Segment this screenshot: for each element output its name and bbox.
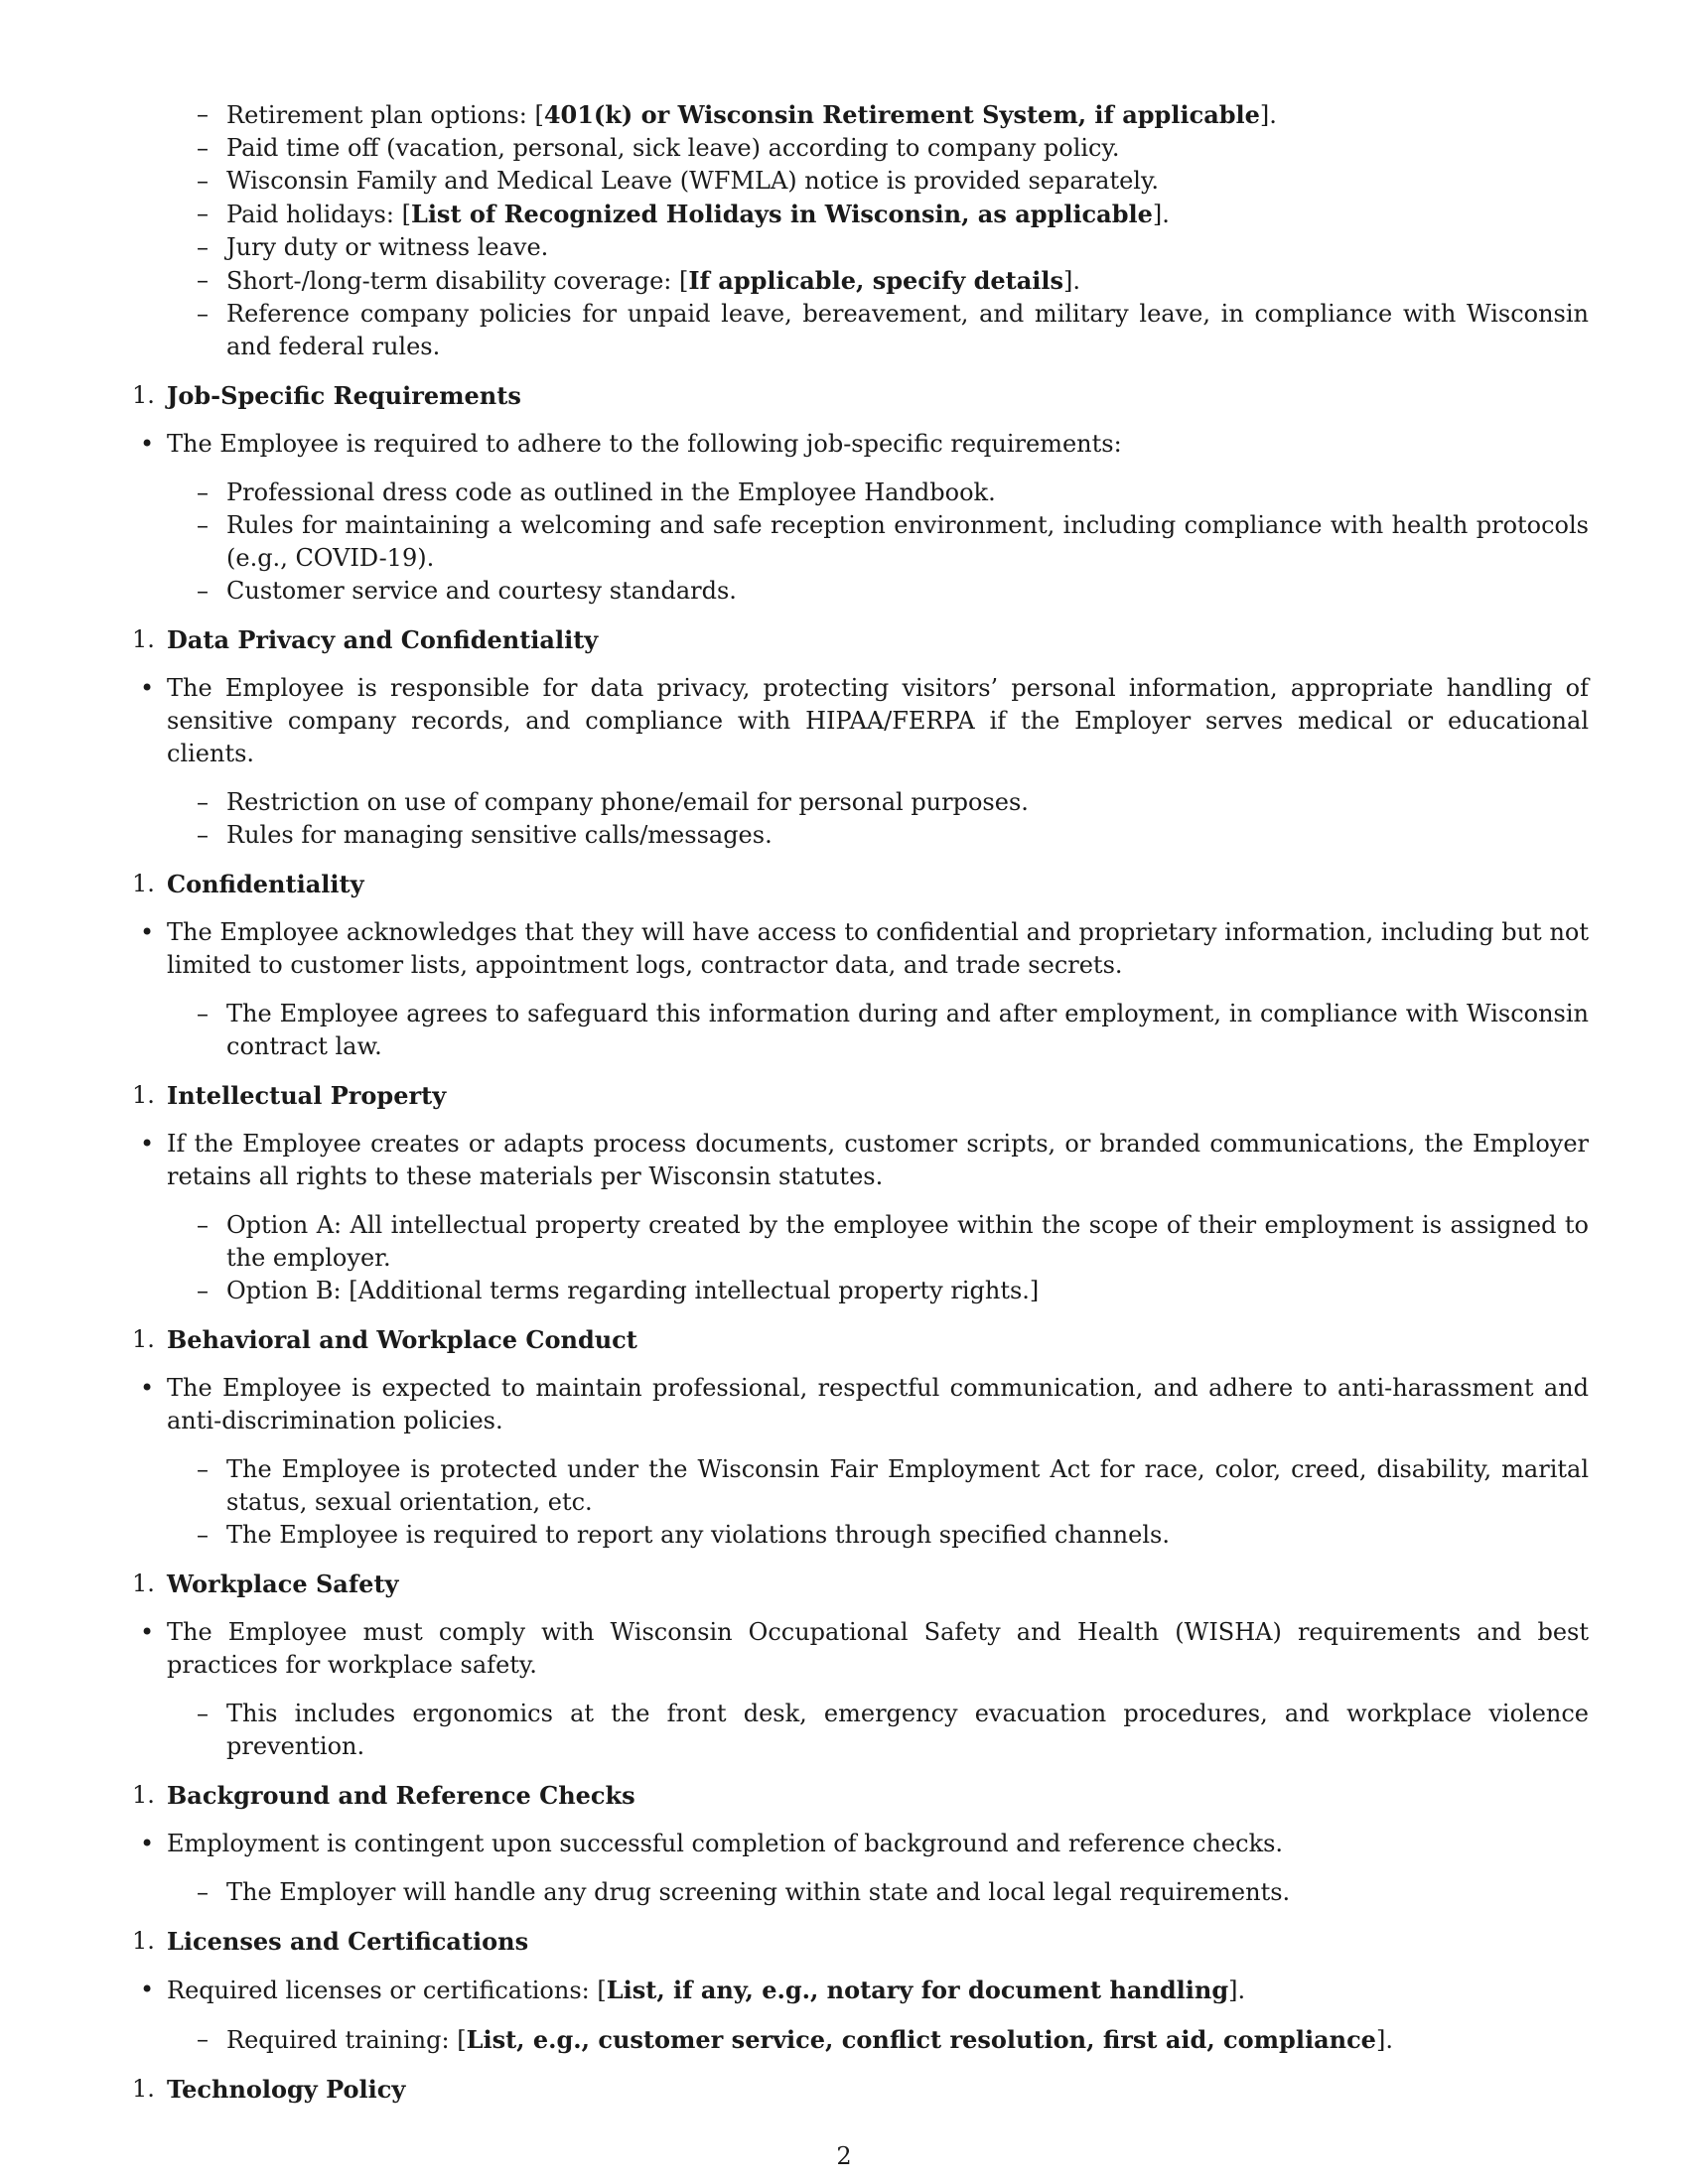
bullet-item — [167, 1616, 1589, 1682]
bold-placeholder: 401(k) or Wisconsin Retirement System, if applicable — [543, 100, 1260, 129]
list-item — [226, 98, 1589, 132]
list-item — [226, 998, 1589, 1063]
text-run: Short-/long-term disability coverage: [ — [226, 267, 689, 295]
list-item — [226, 165, 1589, 198]
section-number: 1. — [132, 870, 155, 897]
bullet-item — [167, 1372, 1589, 1437]
text-run: Wisconsin Family and Medical Leave (WFMLA) notice is provided separately. — [226, 167, 1159, 195]
sections-container — [129, 379, 1589, 2106]
list-item — [226, 1876, 1589, 1909]
text-run: The Employee is required to report any violations through specified channels. — [226, 1521, 1170, 1549]
contract-section — [129, 868, 1589, 1063]
section-title: Job-Specific Requirements — [167, 381, 521, 410]
contract-section — [129, 1568, 1589, 1763]
list-item — [226, 1275, 1589, 1307]
section-heading — [129, 2073, 1589, 2106]
text-run: Option A: All intellectual property created by the employee within the scope of their employment is assigned to the employer. — [226, 1211, 1589, 1272]
section-heading — [129, 1079, 1589, 1112]
contract-section — [129, 623, 1589, 852]
list-item — [226, 1209, 1589, 1275]
text-run: Required licenses or certifications: [ — [167, 1977, 607, 2004]
contract-section — [129, 379, 1589, 608]
text-run: The Employer will handle any drug screening within state and local legal requirements. — [226, 1878, 1291, 1906]
list-item — [226, 509, 1589, 575]
section-heading — [129, 623, 1589, 656]
dash-list — [129, 998, 1589, 1063]
text-run: Paid holidays: [ — [226, 201, 411, 228]
bullet-item — [167, 1828, 1589, 1860]
bullet-list — [129, 672, 1589, 770]
text-run: Retirement plan options: [ — [226, 101, 544, 129]
text-run: ]. — [1063, 267, 1081, 295]
list-item — [226, 264, 1589, 298]
text-run: Reference company policies for unpaid leave, bereavement, and military leave, in compliance with Wisconsin and federal rules. — [226, 300, 1589, 360]
list-item — [226, 231, 1589, 264]
section-heading — [129, 1323, 1589, 1356]
section-title: Intellectual Property — [167, 1081, 447, 1110]
text-run: Customer service and courtesy standards. — [226, 577, 737, 605]
document-body — [129, 98, 1589, 2121]
contract-section — [129, 1323, 1589, 1552]
text-run: Professional dress code as outlined in the Employee Handbook. — [226, 478, 996, 506]
list-item — [226, 298, 1589, 363]
text-run: Rules for maintaining a welcoming and safe reception environment, including compliance with health protocols (e.g., COVID-19). — [226, 511, 1589, 572]
list-item — [226, 132, 1589, 165]
text-run: Jury duty or witness leave. — [226, 233, 549, 261]
text-run: Rules for managing sensitive calls/messages. — [226, 821, 773, 849]
contract-section — [129, 1925, 1589, 2057]
text-run: Option B: [Additional terms regarding intellectual property rights.] — [226, 1277, 1040, 1304]
bullet-item — [167, 1128, 1589, 1193]
bullet-list — [129, 428, 1589, 461]
section-heading — [129, 1779, 1589, 1812]
section-number: 1. — [132, 1081, 155, 1109]
section-number: 1. — [132, 625, 155, 653]
section-heading — [129, 379, 1589, 412]
text-run: ]. — [1228, 1977, 1246, 2004]
text-run: The Employee must comply with Wisconsin Occupational Safety and Health (WISHA) requirements and best practices for workplace safety. — [167, 1618, 1589, 1679]
list-item — [226, 2023, 1589, 2057]
section-title: Data Privacy and Confidentiality — [167, 625, 599, 654]
page-number: 2 — [836, 2142, 852, 2170]
bold-placeholder: List, if any, e.g., notary for document handling — [606, 1976, 1229, 2004]
bullet-item — [167, 916, 1589, 982]
bullet-list — [129, 1828, 1589, 1860]
text-run: The Employee is responsible for data privacy, protecting visitors’ personal information, appropriate handling of sensitive company records, and compliance with HIPAA/FERPA if the Employer serves medical or educational clients. — [167, 674, 1589, 767]
section-number: 1. — [132, 1570, 155, 1597]
text-run: If the Employee creates or adapts process documents, customer scripts, or branded communications, the Employer retains all rights to these materials per Wisconsin statutes. — [167, 1130, 1589, 1190]
benefits-sublist — [129, 98, 1589, 363]
dash-list — [129, 1209, 1589, 1307]
section-heading — [129, 868, 1589, 900]
section-heading — [129, 1925, 1589, 1958]
dash-list — [129, 477, 1589, 608]
text-run: ]. — [1375, 2026, 1393, 2054]
bold-placeholder: If applicable, specify details — [688, 266, 1064, 295]
text-run: Employment is contingent upon successful completion of background and reference checks. — [167, 1830, 1284, 1857]
contract-section — [129, 1779, 1589, 1909]
text-run: Paid time off (vacation, personal, sick leave) according to company policy. — [226, 134, 1120, 162]
bold-placeholder: List, e.g., customer service, conflict resolution, first aid, compliance — [466, 2025, 1376, 2054]
section-number: 1. — [132, 381, 155, 409]
dash-list — [129, 1453, 1589, 1552]
list-item — [226, 198, 1589, 231]
list-item — [226, 1698, 1589, 1763]
text-run: The Employee is required to adhere to the following job-specific requirements: — [167, 430, 1122, 458]
contract-section — [129, 2073, 1589, 2106]
text-run: Required training: [ — [226, 2026, 467, 2054]
dash-list — [129, 1698, 1589, 1763]
bullet-list — [129, 1974, 1589, 2007]
section-number: 1. — [132, 2075, 155, 2103]
section-title: Behavioral and Workplace Conduct — [167, 1325, 637, 1354]
list-item — [226, 477, 1589, 509]
section-number: 1. — [132, 1927, 155, 1955]
text-run: The Employee is protected under the Wisconsin Fair Employment Act for race, color, creed, disability, marital status, sexual orientation, etc. — [226, 1455, 1589, 1516]
list-item — [226, 1453, 1589, 1519]
text-run: This includes ergonomics at the front desk, emergency evacuation procedures, and workplace violence prevention. — [226, 1700, 1589, 1760]
bullet-list — [129, 1128, 1589, 1193]
list-item — [226, 786, 1589, 819]
text-run: The Employee acknowledges that they will have access to confidential and proprietary information, including but not limited to customer lists, appointment logs, contractor data, and trade secrets. — [167, 918, 1589, 979]
bullet-list — [129, 1372, 1589, 1437]
contract-section — [129, 1079, 1589, 1307]
bold-placeholder: List of Recognized Holidays in Wisconsin, as applicable — [410, 200, 1153, 228]
section-title: Background and Reference Checks — [167, 1781, 635, 1810]
text-run: Restriction on use of company phone/email for personal purposes. — [226, 788, 1029, 816]
bullet-item — [167, 428, 1589, 461]
text-run: The Employee agrees to safeguard this information during and after employment, in compliance with Wisconsin contract law. — [226, 1000, 1589, 1060]
dash-list — [129, 2023, 1589, 2057]
dash-list — [129, 1876, 1589, 1909]
section-title: Workplace Safety — [167, 1570, 399, 1598]
text-run: ]. — [1259, 101, 1277, 129]
section-number: 1. — [132, 1325, 155, 1353]
section-heading — [129, 1568, 1589, 1600]
bullet-list — [129, 1616, 1589, 1682]
bullet-item — [167, 1974, 1589, 2007]
section-number: 1. — [132, 1781, 155, 1809]
list-item — [226, 1519, 1589, 1552]
section-title: Technology Policy — [167, 2075, 406, 2104]
section-title: Licenses and Certifications — [167, 1927, 529, 1956]
list-item — [226, 575, 1589, 608]
bullet-item — [167, 672, 1589, 770]
text-run: The Employee is expected to maintain professional, respectful communication, and adhere to anti-harassment and anti-discrimination policies. — [167, 1374, 1589, 1434]
list-item — [226, 819, 1589, 852]
bullet-list — [129, 916, 1589, 982]
text-run: ]. — [1152, 201, 1170, 228]
dash-list — [129, 786, 1589, 852]
section-title: Confidentiality — [167, 870, 364, 898]
